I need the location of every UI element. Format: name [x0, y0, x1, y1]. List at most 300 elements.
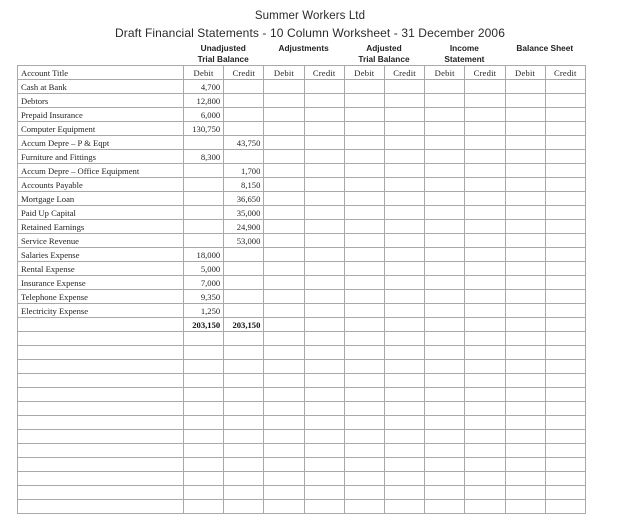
- cell-income-statement-credit[interactable]: [465, 192, 505, 206]
- cell-income-statement-debit[interactable]: [425, 234, 465, 248]
- cell-account-title-empty[interactable]: [18, 500, 184, 514]
- cell-adjustments-debit[interactable]: [264, 206, 304, 220]
- cell-income-statement-credit[interactable]: [465, 276, 505, 290]
- cell-balance-sheet-debit[interactable]: [505, 458, 545, 472]
- cell-adjustments-credit[interactable]: [304, 402, 344, 416]
- cell-adjustments-credit[interactable]: [304, 304, 344, 318]
- cell-unadjusted-trial-balance-debit[interactable]: [184, 402, 224, 416]
- cell-income-statement-debit[interactable]: [425, 332, 465, 346]
- cell-adjustments-credit[interactable]: [304, 374, 344, 388]
- cell-adjustments-credit[interactable]: [304, 192, 344, 206]
- cell-balance-sheet-credit[interactable]: [545, 360, 585, 374]
- cell-balance-sheet-credit[interactable]: [545, 192, 585, 206]
- cell-income-statement-debit[interactable]: [425, 416, 465, 430]
- cell-income-statement-credit[interactable]: [465, 402, 505, 416]
- cell-adjusted-trial-balance-debit[interactable]: [344, 374, 384, 388]
- cell-adjusted-trial-balance-debit[interactable]: [344, 178, 384, 192]
- cell-adjusted-trial-balance-credit[interactable]: [384, 178, 424, 192]
- cell-adjusted-trial-balance-debit[interactable]: [344, 220, 384, 234]
- cell-income-statement-debit[interactable]: [425, 388, 465, 402]
- cell-balance-sheet-debit[interactable]: [505, 206, 545, 220]
- cell-balance-sheet-debit[interactable]: [505, 402, 545, 416]
- cell-balance-sheet-debit[interactable]: [505, 486, 545, 500]
- cell-adjustments-debit[interactable]: [264, 122, 304, 136]
- cell-balance-sheet-debit[interactable]: [505, 108, 545, 122]
- cell-adjustments-credit[interactable]: [304, 346, 344, 360]
- cell-adjusted-trial-balance-debit[interactable]: [344, 94, 384, 108]
- cell-adjusted-trial-balance-credit[interactable]: [384, 122, 424, 136]
- cell-adjustments-debit[interactable]: [264, 374, 304, 388]
- cell-balance-sheet-debit[interactable]: [505, 94, 545, 108]
- cell-balance-sheet-credit[interactable]: [545, 80, 585, 94]
- cell-balance-sheet-credit[interactable]: [545, 220, 585, 234]
- cell-adjusted-trial-balance-credit[interactable]: [384, 304, 424, 318]
- cell-income-statement-credit[interactable]: [465, 248, 505, 262]
- cell-unadjusted-trial-balance-debit[interactable]: [184, 136, 224, 150]
- cell-account-title[interactable]: Furniture and Fittings: [18, 150, 184, 164]
- cell-income-statement-debit[interactable]: [425, 458, 465, 472]
- cell-income-statement-debit[interactable]: [425, 220, 465, 234]
- cell-balance-sheet-credit[interactable]: [545, 458, 585, 472]
- cell-income-statement-credit[interactable]: [465, 206, 505, 220]
- cell-adjusted-trial-balance-credit[interactable]: [384, 318, 424, 332]
- cell-adjustments-debit[interactable]: [264, 486, 304, 500]
- cell-adjusted-trial-balance-debit[interactable]: [344, 234, 384, 248]
- cell-unadjusted-trial-balance-credit[interactable]: [224, 500, 264, 514]
- cell-adjustments-debit[interactable]: [264, 360, 304, 374]
- cell-account-title[interactable]: Retained Earnings: [18, 220, 184, 234]
- cell-income-statement-debit[interactable]: [425, 486, 465, 500]
- cell-unadjusted-trial-balance-credit[interactable]: [224, 486, 264, 500]
- cell-income-statement-debit[interactable]: [425, 444, 465, 458]
- cell-unadjusted-trial-balance-credit[interactable]: [224, 108, 264, 122]
- cell-income-statement-credit[interactable]: [465, 430, 505, 444]
- cell-income-statement-debit[interactable]: [425, 80, 465, 94]
- cell-unadjusted-trial-balance-debit[interactable]: [184, 234, 224, 248]
- cell-income-statement-credit[interactable]: [465, 318, 505, 332]
- cell-account-title-empty[interactable]: [18, 332, 184, 346]
- cell-balance-sheet-credit[interactable]: [545, 108, 585, 122]
- cell-adjustments-credit[interactable]: [304, 332, 344, 346]
- cell-account-title[interactable]: Paid Up Capital: [18, 206, 184, 220]
- cell-adjustments-credit[interactable]: [304, 388, 344, 402]
- cell-unadjusted-trial-balance-credit[interactable]: 36,650: [224, 192, 264, 206]
- cell-adjusted-trial-balance-credit[interactable]: [384, 444, 424, 458]
- cell-adjustments-debit[interactable]: [264, 192, 304, 206]
- cell-adjustments-credit[interactable]: [304, 220, 344, 234]
- cell-account-title-empty[interactable]: [18, 374, 184, 388]
- cell-unadjusted-trial-balance-credit[interactable]: [224, 262, 264, 276]
- cell-adjustments-debit[interactable]: [264, 276, 304, 290]
- cell-account-title-empty[interactable]: [18, 346, 184, 360]
- cell-unadjusted-trial-balance-debit[interactable]: [184, 388, 224, 402]
- cell-adjustments-debit[interactable]: [264, 136, 304, 150]
- cell-adjusted-trial-balance-debit[interactable]: [344, 304, 384, 318]
- cell-unadjusted-trial-balance-debit[interactable]: 1,250: [184, 304, 224, 318]
- cell-balance-sheet-credit[interactable]: [545, 150, 585, 164]
- cell-adjustments-debit[interactable]: [264, 262, 304, 276]
- cell-adjusted-trial-balance-credit[interactable]: [384, 430, 424, 444]
- cell-adjusted-trial-balance-credit[interactable]: [384, 136, 424, 150]
- cell-balance-sheet-credit[interactable]: [545, 430, 585, 444]
- cell-balance-sheet-credit[interactable]: [545, 486, 585, 500]
- cell-adjustments-debit[interactable]: [264, 80, 304, 94]
- cell-adjusted-trial-balance-debit[interactable]: [344, 276, 384, 290]
- cell-unadjusted-trial-balance-credit[interactable]: [224, 304, 264, 318]
- cell-account-title-empty[interactable]: [18, 416, 184, 430]
- cell-balance-sheet-debit[interactable]: [505, 290, 545, 304]
- cell-adjusted-trial-balance-debit[interactable]: [344, 192, 384, 206]
- cell-income-statement-debit[interactable]: [425, 374, 465, 388]
- cell-adjusted-trial-balance-debit[interactable]: [344, 360, 384, 374]
- cell-unadjusted-trial-balance-debit[interactable]: [184, 458, 224, 472]
- cell-unadjusted-trial-balance-debit[interactable]: [184, 444, 224, 458]
- cell-unadjusted-trial-balance-debit[interactable]: 8,300: [184, 150, 224, 164]
- cell-adjustments-credit[interactable]: [304, 262, 344, 276]
- cell-income-statement-credit[interactable]: [465, 94, 505, 108]
- cell-income-statement-credit[interactable]: [465, 374, 505, 388]
- cell-balance-sheet-credit[interactable]: [545, 276, 585, 290]
- cell-account-title[interactable]: Cash at Bank: [18, 80, 184, 94]
- cell-balance-sheet-credit[interactable]: [545, 178, 585, 192]
- cell-adjusted-trial-balance-credit[interactable]: [384, 290, 424, 304]
- cell-unadjusted-trial-balance-debit[interactable]: [184, 430, 224, 444]
- cell-income-statement-debit[interactable]: [425, 276, 465, 290]
- cell-unadjusted-trial-balance-credit[interactable]: [224, 122, 264, 136]
- cell-adjusted-trial-balance-debit[interactable]: [344, 248, 384, 262]
- cell-account-title[interactable]: Debtors: [18, 94, 184, 108]
- cell-adjustments-credit[interactable]: [304, 458, 344, 472]
- cell-adjusted-trial-balance-debit[interactable]: [344, 332, 384, 346]
- cell-income-statement-credit[interactable]: [465, 304, 505, 318]
- cell-balance-sheet-credit[interactable]: [545, 402, 585, 416]
- cell-unadjusted-trial-balance-debit[interactable]: [184, 178, 224, 192]
- cell-income-statement-credit[interactable]: [465, 122, 505, 136]
- cell-adjusted-trial-balance-credit[interactable]: [384, 486, 424, 500]
- cell-balance-sheet-credit[interactable]: [545, 332, 585, 346]
- cell-unadjusted-trial-balance-debit[interactable]: [184, 346, 224, 360]
- cell-adjusted-trial-balance-credit[interactable]: [384, 94, 424, 108]
- cell-balance-sheet-credit[interactable]: [545, 206, 585, 220]
- cell-adjusted-trial-balance-credit[interactable]: [384, 346, 424, 360]
- cell-income-statement-credit[interactable]: [465, 150, 505, 164]
- cell-unadjusted-trial-balance-debit[interactable]: 12,800: [184, 94, 224, 108]
- cell-adjusted-trial-balance-credit[interactable]: [384, 192, 424, 206]
- cell-balance-sheet-debit[interactable]: [505, 80, 545, 94]
- cell-balance-sheet-debit[interactable]: [505, 136, 545, 150]
- cell-adjustments-credit[interactable]: [304, 108, 344, 122]
- cell-balance-sheet-debit[interactable]: [505, 122, 545, 136]
- cell-balance-sheet-credit[interactable]: [545, 136, 585, 150]
- cell-adjusted-trial-balance-debit[interactable]: [344, 486, 384, 500]
- cell-adjustments-debit[interactable]: [264, 332, 304, 346]
- cell-income-statement-debit[interactable]: [425, 346, 465, 360]
- cell-income-statement-credit[interactable]: [465, 234, 505, 248]
- cell-unadjusted-trial-balance-credit[interactable]: 35,000: [224, 206, 264, 220]
- cell-adjusted-trial-balance-debit[interactable]: [344, 108, 384, 122]
- cell-income-statement-credit[interactable]: [465, 80, 505, 94]
- cell-income-statement-credit[interactable]: [465, 178, 505, 192]
- cell-balance-sheet-credit[interactable]: [545, 346, 585, 360]
- cell-adjusted-trial-balance-debit[interactable]: [344, 206, 384, 220]
- cell-income-statement-debit[interactable]: [425, 108, 465, 122]
- cell-unadjusted-trial-balance-credit[interactable]: 24,900: [224, 220, 264, 234]
- cell-adjustments-debit[interactable]: [264, 150, 304, 164]
- cell-income-statement-debit[interactable]: [425, 164, 465, 178]
- cell-unadjusted-trial-balance-credit[interactable]: [224, 332, 264, 346]
- cell-balance-sheet-credit[interactable]: [545, 164, 585, 178]
- cell-income-statement-debit[interactable]: [425, 94, 465, 108]
- cell-unadjusted-trial-balance-debit[interactable]: 7,000: [184, 276, 224, 290]
- cell-adjusted-trial-balance-credit[interactable]: [384, 80, 424, 94]
- cell-unadjusted-trial-balance-credit[interactable]: [224, 444, 264, 458]
- cell-unadjusted-trial-balance-credit[interactable]: [224, 248, 264, 262]
- cell-adjustments-credit[interactable]: [304, 80, 344, 94]
- cell-balance-sheet-debit[interactable]: [505, 416, 545, 430]
- cell-account-title[interactable]: Computer Equipment: [18, 122, 184, 136]
- cell-unadjusted-trial-balance-debit[interactable]: [184, 220, 224, 234]
- cell-adjustments-credit[interactable]: [304, 150, 344, 164]
- cell-adjustments-debit[interactable]: [264, 430, 304, 444]
- cell-income-statement-credit[interactable]: [465, 388, 505, 402]
- cell-adjustments-debit[interactable]: [264, 458, 304, 472]
- cell-adjustments-credit[interactable]: [304, 290, 344, 304]
- cell-adjustments-debit[interactable]: [264, 234, 304, 248]
- cell-account-title[interactable]: Prepaid Insurance: [18, 108, 184, 122]
- cell-income-statement-debit[interactable]: [425, 402, 465, 416]
- cell-adjusted-trial-balance-debit[interactable]: [344, 430, 384, 444]
- cell-adjustments-credit[interactable]: [304, 360, 344, 374]
- cell-adjusted-trial-balance-credit[interactable]: [384, 402, 424, 416]
- cell-adjustments-credit[interactable]: [304, 94, 344, 108]
- cell-adjusted-trial-balance-credit[interactable]: [384, 108, 424, 122]
- cell-unadjusted-trial-balance-debit[interactable]: [184, 500, 224, 514]
- cell-adjustments-debit[interactable]: [264, 164, 304, 178]
- cell-account-title[interactable]: Service Revenue: [18, 234, 184, 248]
- cell-unadjusted-trial-balance-credit[interactable]: [224, 402, 264, 416]
- cell-balance-sheet-debit[interactable]: [505, 248, 545, 262]
- cell-adjusted-trial-balance-debit[interactable]: [344, 444, 384, 458]
- cell-balance-sheet-debit[interactable]: [505, 220, 545, 234]
- cell-income-statement-debit[interactable]: [425, 304, 465, 318]
- cell-adjustments-credit[interactable]: [304, 444, 344, 458]
- cell-adjustments-credit[interactable]: [304, 416, 344, 430]
- cell-adjusted-trial-balance-debit[interactable]: [344, 164, 384, 178]
- cell-adjusted-trial-balance-credit[interactable]: [384, 206, 424, 220]
- cell-adjustments-debit[interactable]: [264, 346, 304, 360]
- cell-income-statement-debit[interactable]: [425, 500, 465, 514]
- cell-balance-sheet-credit[interactable]: [545, 500, 585, 514]
- cell-adjustments-debit[interactable]: [264, 444, 304, 458]
- cell-account-title[interactable]: Telephone Expense: [18, 290, 184, 304]
- cell-unadjusted-trial-balance-debit[interactable]: [184, 360, 224, 374]
- cell-adjustments-credit[interactable]: [304, 430, 344, 444]
- cell-adjustments-credit[interactable]: [304, 318, 344, 332]
- cell-adjusted-trial-balance-debit[interactable]: [344, 416, 384, 430]
- cell-unadjusted-trial-balance-credit[interactable]: [224, 388, 264, 402]
- cell-unadjusted-trial-balance-debit[interactable]: [184, 206, 224, 220]
- cell-unadjusted-trial-balance-credit[interactable]: [224, 458, 264, 472]
- cell-adjusted-trial-balance-credit[interactable]: [384, 374, 424, 388]
- cell-unadjusted-trial-balance-credit[interactable]: 53,000: [224, 234, 264, 248]
- cell-unadjusted-trial-balance-credit[interactable]: [224, 94, 264, 108]
- cell-balance-sheet-debit[interactable]: [505, 430, 545, 444]
- cell-balance-sheet-credit[interactable]: [545, 318, 585, 332]
- cell-adjusted-trial-balance-credit[interactable]: [384, 458, 424, 472]
- cell-account-title[interactable]: Insurance Expense: [18, 276, 184, 290]
- cell-adjustments-debit[interactable]: [264, 416, 304, 430]
- cell-account-title-empty[interactable]: [18, 458, 184, 472]
- cell-income-statement-credit[interactable]: [465, 346, 505, 360]
- cell-balance-sheet-credit[interactable]: [545, 416, 585, 430]
- cell-income-statement-debit[interactable]: [425, 262, 465, 276]
- cell-account-title-empty[interactable]: [18, 388, 184, 402]
- cell-income-statement-debit[interactable]: [425, 136, 465, 150]
- cell-income-statement-debit[interactable]: [425, 122, 465, 136]
- cell-adjusted-trial-balance-credit[interactable]: [384, 248, 424, 262]
- cell-unadjusted-trial-balance-debit[interactable]: [184, 486, 224, 500]
- cell-adjustments-credit[interactable]: [304, 136, 344, 150]
- cell-adjustments-credit[interactable]: [304, 486, 344, 500]
- cell-income-statement-debit[interactable]: [425, 248, 465, 262]
- cell-balance-sheet-debit[interactable]: [505, 192, 545, 206]
- cell-adjustments-debit[interactable]: [264, 500, 304, 514]
- cell-balance-sheet-debit[interactable]: [505, 374, 545, 388]
- cell-account-title-empty[interactable]: [18, 360, 184, 374]
- cell-unadjusted-trial-balance-debit[interactable]: 4,700: [184, 80, 224, 94]
- cell-adjusted-trial-balance-credit[interactable]: [384, 332, 424, 346]
- cell-income-statement-credit[interactable]: [465, 164, 505, 178]
- cell-unadjusted-trial-balance-debit[interactable]: 203,150: [184, 318, 224, 332]
- cell-income-statement-debit[interactable]: [425, 360, 465, 374]
- cell-adjusted-trial-balance-debit[interactable]: [344, 458, 384, 472]
- cell-balance-sheet-debit[interactable]: [505, 150, 545, 164]
- cell-balance-sheet-debit[interactable]: [505, 360, 545, 374]
- cell-unadjusted-trial-balance-credit[interactable]: [224, 80, 264, 94]
- cell-adjustments-debit[interactable]: [264, 388, 304, 402]
- cell-balance-sheet-debit[interactable]: [505, 318, 545, 332]
- cell-unadjusted-trial-balance-credit[interactable]: [224, 150, 264, 164]
- cell-balance-sheet-debit[interactable]: [505, 164, 545, 178]
- cell-balance-sheet-debit[interactable]: [505, 388, 545, 402]
- cell-balance-sheet-credit[interactable]: [545, 122, 585, 136]
- cell-unadjusted-trial-balance-debit[interactable]: [184, 164, 224, 178]
- cell-unadjusted-trial-balance-credit[interactable]: [224, 374, 264, 388]
- cell-unadjusted-trial-balance-credit[interactable]: 8,150: [224, 178, 264, 192]
- cell-adjustments-credit[interactable]: [304, 248, 344, 262]
- cell-income-statement-credit[interactable]: [465, 332, 505, 346]
- cell-adjustments-debit[interactable]: [264, 248, 304, 262]
- cell-income-statement-credit[interactable]: [465, 500, 505, 514]
- cell-adjustments-credit[interactable]: [304, 164, 344, 178]
- cell-adjusted-trial-balance-debit[interactable]: [344, 136, 384, 150]
- cell-unadjusted-trial-balance-credit[interactable]: [224, 346, 264, 360]
- cell-unadjusted-trial-balance-debit[interactable]: [184, 332, 224, 346]
- cell-adjusted-trial-balance-debit[interactable]: [344, 122, 384, 136]
- cell-adjusted-trial-balance-credit[interactable]: [384, 262, 424, 276]
- cell-account-title[interactable]: Electricity Expense: [18, 304, 184, 318]
- cell-balance-sheet-debit[interactable]: [505, 234, 545, 248]
- cell-adjusted-trial-balance-debit[interactable]: [344, 80, 384, 94]
- cell-unadjusted-trial-balance-credit[interactable]: 43,750: [224, 136, 264, 150]
- cell-unadjusted-trial-balance-credit[interactable]: 203,150: [224, 318, 264, 332]
- cell-unadjusted-trial-balance-credit[interactable]: [224, 360, 264, 374]
- cell-adjusted-trial-balance-debit[interactable]: [344, 500, 384, 514]
- cell-adjustments-credit[interactable]: [304, 122, 344, 136]
- cell-adjusted-trial-balance-credit[interactable]: [384, 220, 424, 234]
- cell-income-statement-credit[interactable]: [465, 290, 505, 304]
- cell-adjusted-trial-balance-credit[interactable]: [384, 416, 424, 430]
- cell-balance-sheet-credit[interactable]: [545, 262, 585, 276]
- cell-balance-sheet-debit[interactable]: [505, 444, 545, 458]
- cell-account-title-empty[interactable]: [18, 402, 184, 416]
- cell-unadjusted-trial-balance-credit[interactable]: [224, 276, 264, 290]
- cell-adjustments-debit[interactable]: [264, 304, 304, 318]
- cell-balance-sheet-credit[interactable]: [545, 290, 585, 304]
- cell-adjustments-debit[interactable]: [264, 108, 304, 122]
- cell-adjusted-trial-balance-credit[interactable]: [384, 234, 424, 248]
- cell-adjusted-trial-balance-debit[interactable]: [344, 402, 384, 416]
- cell-income-statement-debit[interactable]: [425, 206, 465, 220]
- cell-adjustments-credit[interactable]: [304, 500, 344, 514]
- cell-account-title[interactable]: Accum Depre – P & Eqpt: [18, 136, 184, 150]
- cell-income-statement-credit[interactable]: [465, 220, 505, 234]
- cell-unadjusted-trial-balance-debit[interactable]: 9,350: [184, 290, 224, 304]
- cell-unadjusted-trial-balance-credit[interactable]: [224, 416, 264, 430]
- cell-account-title[interactable]: Salaries Expense: [18, 248, 184, 262]
- cell-unadjusted-trial-balance-debit[interactable]: [184, 192, 224, 206]
- cell-balance-sheet-credit[interactable]: [545, 388, 585, 402]
- cell-account-title-empty[interactable]: [18, 430, 184, 444]
- cell-income-statement-credit[interactable]: [465, 360, 505, 374]
- cell-income-statement-debit[interactable]: [425, 192, 465, 206]
- cell-unadjusted-trial-balance-credit[interactable]: [224, 430, 264, 444]
- cell-adjustments-debit[interactable]: [264, 318, 304, 332]
- cell-balance-sheet-debit[interactable]: [505, 346, 545, 360]
- cell-adjusted-trial-balance-debit[interactable]: [344, 318, 384, 332]
- cell-balance-sheet-debit[interactable]: [505, 276, 545, 290]
- cell-account-title[interactable]: Accum Depre – Office Equipment: [18, 164, 184, 178]
- cell-unadjusted-trial-balance-debit[interactable]: 18,000: [184, 248, 224, 262]
- cell-income-statement-credit[interactable]: [465, 458, 505, 472]
- cell-balance-sheet-credit[interactable]: [545, 444, 585, 458]
- cell-income-statement-debit[interactable]: [425, 430, 465, 444]
- cell-balance-sheet-debit[interactable]: [505, 332, 545, 346]
- cell-income-statement-debit[interactable]: [425, 178, 465, 192]
- cell-income-statement-credit[interactable]: [465, 486, 505, 500]
- cell-adjustments-debit[interactable]: [264, 178, 304, 192]
- cell-income-statement-debit[interactable]: [425, 318, 465, 332]
- cell-unadjusted-trial-balance-debit[interactable]: 5,000: [184, 262, 224, 276]
- cell-income-statement-credit[interactable]: [465, 136, 505, 150]
- cell-account-title[interactable]: Rental Expense: [18, 262, 184, 276]
- cell-adjusted-trial-balance-credit[interactable]: [384, 164, 424, 178]
- cell-adjustments-credit[interactable]: [304, 234, 344, 248]
- cell-adjusted-trial-balance-debit[interactable]: [344, 262, 384, 276]
- cell-unadjusted-trial-balance-debit[interactable]: [184, 374, 224, 388]
- cell-income-statement-credit[interactable]: [465, 108, 505, 122]
- cell-balance-sheet-credit[interactable]: [545, 94, 585, 108]
- cell-adjusted-trial-balance-debit[interactable]: [344, 346, 384, 360]
- cell-income-statement-credit[interactable]: [465, 416, 505, 430]
- cell-unadjusted-trial-balance-credit[interactable]: [224, 290, 264, 304]
- cell-adjustments-credit[interactable]: [304, 276, 344, 290]
- cell-income-statement-debit[interactable]: [425, 150, 465, 164]
- cell-unadjusted-trial-balance-debit[interactable]: 6,000: [184, 108, 224, 122]
- cell-adjusted-trial-balance-credit[interactable]: [384, 388, 424, 402]
- cell-balance-sheet-credit[interactable]: [545, 374, 585, 388]
- cell-adjustments-debit[interactable]: [264, 94, 304, 108]
